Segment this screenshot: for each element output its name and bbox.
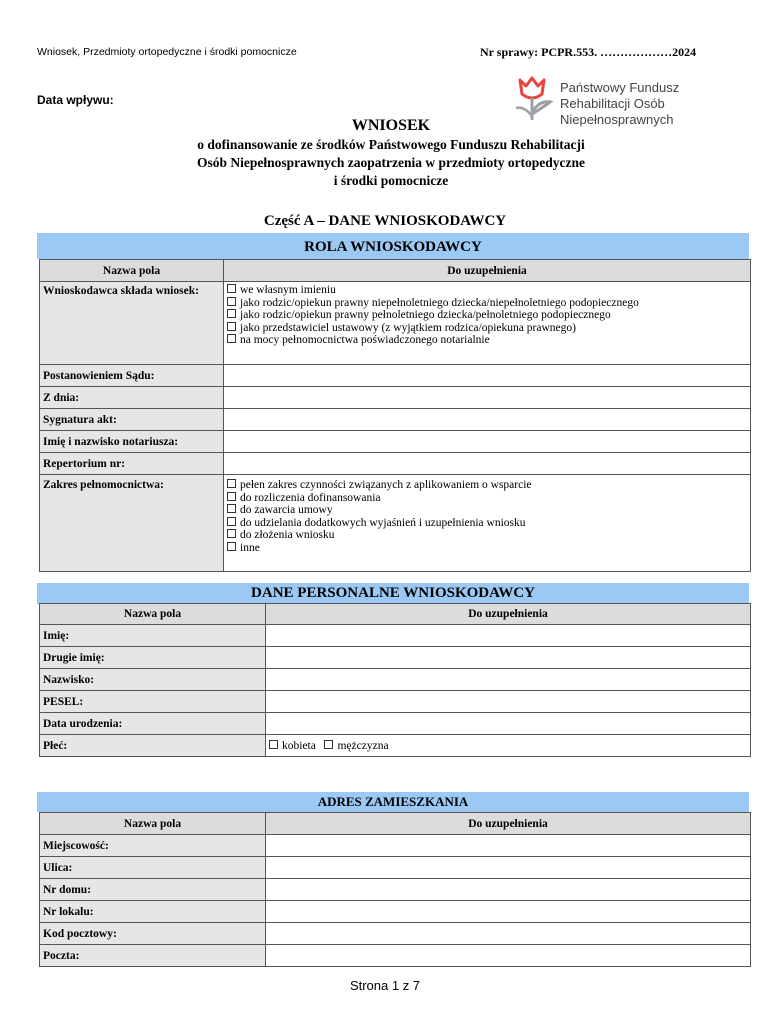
- case-signature-label: Sygnatura akt:: [40, 409, 224, 431]
- court-order-label: Postanowieniem Sądu:: [40, 365, 224, 387]
- apartment-number-field[interactable]: [266, 901, 751, 923]
- role-option[interactable]: jako rodzic/opiekun prawny pełnoletniego dziecka/pełnoletniego podopiecznego: [227, 309, 747, 322]
- document-header-title: Wniosek, Przedmioty ortopedyczne i środki pomocnicze: [37, 46, 297, 58]
- notary-name-field[interactable]: [224, 431, 751, 453]
- received-date-label: Data wpływu:: [37, 93, 114, 107]
- role-table: [39, 259, 751, 572]
- repertory-number-field[interactable]: [224, 453, 751, 475]
- role-option[interactable]: na mocy pełnomocnictwa poświadczonego notarialnie: [227, 334, 747, 347]
- checkbox-icon[interactable]: [227, 529, 236, 538]
- street-label: Ulica:: [40, 857, 266, 879]
- case-number: Nr sprawy: PCPR.553. ………………2024: [480, 45, 697, 59]
- checkbox-icon[interactable]: [227, 479, 236, 488]
- personal-data-table: [39, 603, 751, 757]
- logo-line-1: Państwowy Fundusz: [560, 80, 680, 95]
- scope-option[interactable]: do zawarcia umowy: [227, 504, 747, 517]
- column-header-field: Nazwa pola: [40, 260, 224, 282]
- column-header-value: Do uzupełnienia: [224, 260, 751, 282]
- postal-code-field[interactable]: [266, 923, 751, 945]
- checkbox-icon[interactable]: [227, 322, 236, 331]
- scope-option[interactable]: inne: [227, 542, 747, 555]
- pesel-field[interactable]: [266, 691, 751, 713]
- scope-option[interactable]: pełen zakres czynności związanych z aplikowaniem o wsparcie: [227, 479, 747, 492]
- first-name-label: Imię:: [40, 625, 266, 647]
- checkbox-icon[interactable]: [227, 542, 236, 551]
- scope-option[interactable]: do rozliczenia dofinansowania: [227, 492, 747, 505]
- form-title-line-2: Osób Niepełnosprawnych zaopatrzenia w przedmioty ortopedyczne: [196, 155, 586, 170]
- scope-option[interactable]: do udzielania dodatkowych wyjaśnień i uzupełnienia wniosku: [227, 517, 747, 530]
- checkbox-icon[interactable]: [324, 740, 333, 749]
- notary-name-label: Imię i nazwisko notariusza:: [40, 431, 224, 453]
- birth-date-field[interactable]: [266, 713, 751, 735]
- second-name-field[interactable]: [266, 647, 751, 669]
- pesel-label: PESEL:: [40, 691, 266, 713]
- column-header-value: Do uzupełnienia: [266, 813, 751, 835]
- apartment-number-label: Nr lokalu:: [40, 901, 266, 923]
- scope-option[interactable]: do złożenia wniosku: [227, 529, 747, 542]
- checkbox-icon[interactable]: [227, 334, 236, 343]
- power-of-attorney-scope-label: Zakres pełnomocnictwa:: [40, 475, 224, 572]
- form-title-line-3: i środki pomocnicze: [333, 173, 449, 188]
- surname-label: Nazwisko:: [40, 669, 266, 691]
- checkbox-icon[interactable]: [227, 504, 236, 513]
- form-title-line-1: o dofinansowanie ze środków Państwowego Funduszu Rehabilitacji: [197, 137, 585, 152]
- first-name-field[interactable]: [266, 625, 751, 647]
- checkbox-icon[interactable]: [227, 492, 236, 501]
- sex-option-male[interactable]: mężczyzna: [324, 740, 388, 752]
- post-office-field[interactable]: [266, 945, 751, 967]
- logo-line-3: Niepełnosprawnych: [560, 112, 674, 127]
- city-field[interactable]: [266, 835, 751, 857]
- sex-label: Płeć:: [40, 735, 266, 757]
- house-number-field[interactable]: [266, 879, 751, 901]
- checkbox-icon[interactable]: [227, 284, 236, 293]
- role-option[interactable]: jako przedstawiciel ustawowy (z wyjątkiem rodzica/opiekuna prawnego): [227, 322, 747, 335]
- personal-data-section-header: DANE PERSONALNE WNIOSKODAWCY: [37, 583, 749, 604]
- applicant-role-options: [224, 282, 751, 365]
- address-section-header: ADRES ZAMIESZKANIA: [37, 792, 749, 812]
- surname-field[interactable]: [266, 669, 751, 691]
- house-number-label: Nr domu:: [40, 879, 266, 901]
- postal-code-label: Kod pocztowy:: [40, 923, 266, 945]
- street-field[interactable]: [266, 857, 751, 879]
- city-label: Miejscowość:: [40, 835, 266, 857]
- form-title-main: WNIOSEK: [351, 117, 431, 134]
- checkbox-icon[interactable]: [227, 517, 236, 526]
- page-number: Strona 1 z 7: [349, 978, 421, 993]
- column-header-field: Nazwa pola: [40, 604, 266, 625]
- checkbox-icon[interactable]: [269, 740, 278, 749]
- form-title: [100, 116, 682, 190]
- checkbox-icon[interactable]: [227, 297, 236, 306]
- date-field[interactable]: [224, 387, 751, 409]
- applicant-role-label: Wnioskodawca składa wniosek:: [40, 282, 224, 365]
- court-order-field[interactable]: [224, 365, 751, 387]
- date-label: Z dnia:: [40, 387, 224, 409]
- address-table: [39, 812, 751, 967]
- role-option[interactable]: jako rodzic/opiekun prawny niepełnoletniego dziecka/niepełnoletniego podopiecznego: [227, 297, 747, 310]
- power-of-attorney-scope-options: [224, 475, 751, 572]
- column-header-field: Nazwa pola: [40, 813, 266, 835]
- sex-option-female[interactable]: kobieta: [269, 740, 316, 752]
- second-name-label: Drugie imię:: [40, 647, 266, 669]
- sex-options: [266, 735, 751, 757]
- checkbox-icon[interactable]: [227, 309, 236, 318]
- repertory-number-label: Repertorium nr:: [40, 453, 224, 475]
- column-header-value: Do uzupełnienia: [266, 604, 751, 625]
- role-option[interactable]: we własnym imieniu: [227, 284, 747, 297]
- post-office-label: Poczta:: [40, 945, 266, 967]
- birth-date-label: Data urodzenia:: [40, 713, 266, 735]
- case-signature-field[interactable]: [224, 409, 751, 431]
- logo-line-2: Rehabilitacji Osób: [560, 96, 665, 111]
- part-a-title: Część A – DANE WNIOSKODAWCY: [263, 213, 507, 229]
- role-section-header: ROLA WNIOSKODAWCY: [37, 233, 749, 259]
